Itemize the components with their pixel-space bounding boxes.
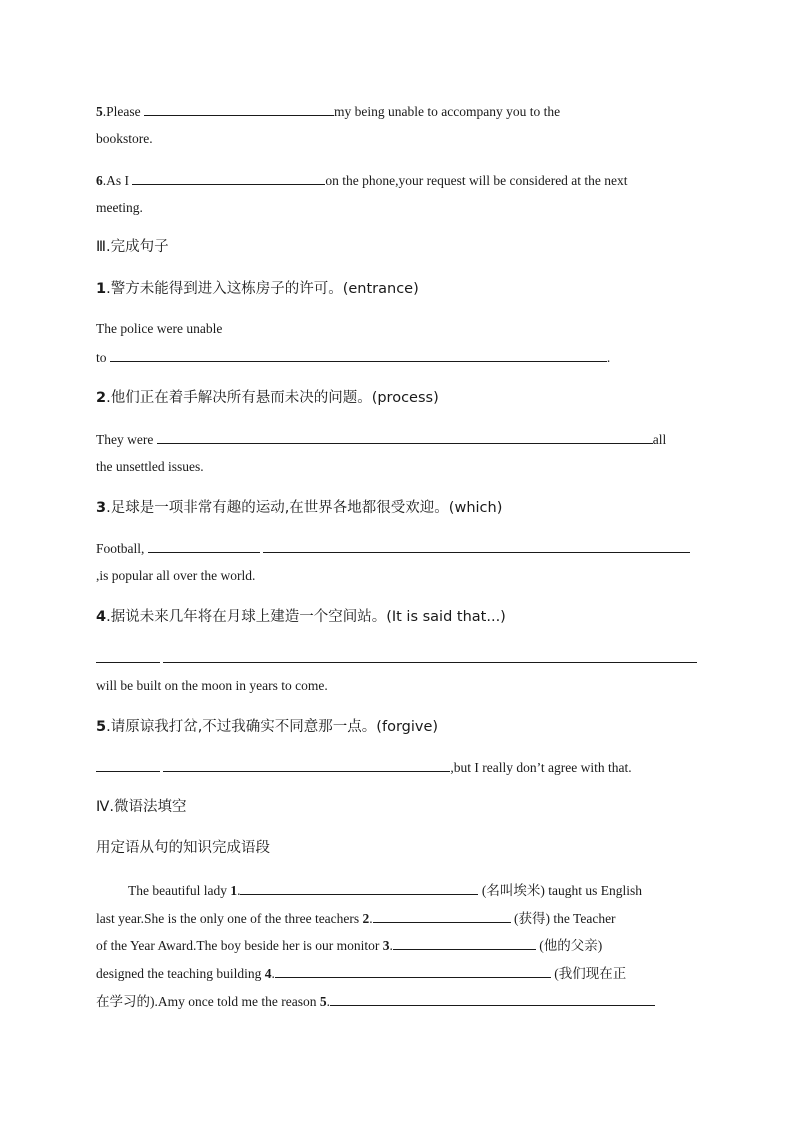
answer-blank[interactable] bbox=[163, 758, 450, 772]
sentence-2-line-2: the unsettled issues. bbox=[96, 459, 204, 474]
paragraph-line: designed the teaching building 4. (我们现在正 bbox=[96, 966, 627, 981]
paragraph-text: The beautiful lady bbox=[128, 883, 231, 898]
sentence-prompt: .警方未能得到进入这栋房子的许可。(entrance) bbox=[106, 281, 419, 297]
sentence-4-line-1 bbox=[96, 649, 697, 668]
sentence-3-line-2: ,is popular all over the world. bbox=[96, 568, 256, 583]
sentence-3-prompt bbox=[96, 499, 502, 517]
answer-blank[interactable] bbox=[373, 909, 511, 923]
paragraph-text: last year.She is the only one of the three teachers bbox=[96, 911, 363, 926]
paragraph-text: designed the teaching building bbox=[96, 966, 265, 981]
sentence-prompt: .请原谅我打岔,不过我确实不同意那一点。(forgive) bbox=[106, 719, 439, 735]
sentence-3-line-1 bbox=[96, 539, 690, 558]
paragraph-line: The beautiful lady 1. (名叫埃米) taught us English bbox=[128, 883, 642, 898]
paragraph-text: (获得) the Teacher bbox=[510, 911, 616, 926]
section-subtitle: 用定语从句的知识完成语段 bbox=[96, 840, 270, 856]
answer-blank[interactable] bbox=[96, 649, 160, 663]
answer-blank[interactable] bbox=[163, 649, 697, 663]
section-title: Ⅲ.完成句子 bbox=[96, 239, 169, 255]
question-5 bbox=[96, 102, 560, 121]
blank-number: 5 bbox=[319, 994, 327, 1009]
question-5-continuation: bookstore. bbox=[96, 131, 153, 146]
answer-blank[interactable] bbox=[144, 102, 334, 116]
section-title: Ⅳ.微语法填空 bbox=[96, 799, 187, 815]
sentence-4-line-2: will be built on the moon in years to come. bbox=[96, 678, 328, 693]
sentence-2-line-1 bbox=[96, 430, 666, 449]
answer-blank[interactable] bbox=[263, 539, 690, 553]
sentence-number: 5 bbox=[96, 719, 107, 735]
sentence-1-prompt bbox=[96, 280, 419, 298]
sentence-5-prompt bbox=[96, 718, 438, 736]
sentence-number: 3 bbox=[96, 500, 107, 516]
question-text: .As I bbox=[102, 173, 133, 188]
answer-blank[interactable] bbox=[148, 539, 260, 553]
sentence-text: to bbox=[96, 350, 110, 365]
answer-blank[interactable] bbox=[330, 992, 655, 1006]
sentence-text: . bbox=[606, 350, 611, 365]
question-text: .Please bbox=[102, 104, 144, 119]
question-number: 5 bbox=[96, 104, 103, 119]
answer-blank[interactable] bbox=[96, 758, 160, 772]
sentence-prompt: .足球是一项非常有趣的运动,在世界各地都很受欢迎。(which) bbox=[106, 500, 503, 516]
paragraph-line: last year.She is the only one of the three teachers 2. (获得) the Teacher bbox=[96, 911, 616, 926]
sentence-1-line-1: The police were unable bbox=[96, 321, 223, 336]
sentence-4-prompt bbox=[96, 608, 506, 626]
question-6 bbox=[96, 171, 628, 190]
paragraph-line: of the Year Award.The boy beside her is our monitor 3. (他的父亲) bbox=[96, 938, 603, 953]
answer-blank[interactable] bbox=[240, 881, 478, 895]
paragraph-text: (我们现在正 bbox=[550, 966, 627, 981]
question-text: my being unable to accompany you to the bbox=[334, 104, 561, 119]
sentence-5-line-1 bbox=[96, 758, 632, 777]
answer-blank[interactable] bbox=[132, 171, 325, 185]
answer-blank[interactable] bbox=[275, 964, 551, 978]
sentence-text: They were bbox=[96, 432, 157, 447]
sentence-prompt: .他们正在着手解决所有悬而未决的问题。(process) bbox=[106, 390, 439, 406]
sentence-number: 2 bbox=[96, 390, 107, 406]
sentence-text: all bbox=[652, 432, 667, 447]
blank-number: 1 bbox=[230, 883, 238, 898]
paragraph-line: 在学习的).Amy once told me the reason 5. bbox=[96, 992, 655, 1011]
blank-number: 3 bbox=[382, 938, 390, 953]
sentence-1-line-2 bbox=[96, 348, 610, 367]
blank-number: 4 bbox=[264, 966, 272, 981]
sentence-text: ,but I really don’t agree with that. bbox=[450, 760, 632, 775]
question-text: on the phone,your request will be considered at the next bbox=[325, 173, 628, 188]
sentence-number: 4 bbox=[96, 609, 107, 625]
answer-blank[interactable] bbox=[110, 348, 607, 362]
answer-blank[interactable] bbox=[157, 430, 653, 444]
question-number: 6 bbox=[96, 173, 103, 188]
sentence-number: 1 bbox=[96, 281, 107, 297]
paragraph-text: (名叫埃米) taught us English bbox=[478, 883, 642, 898]
sentence-2-prompt bbox=[96, 389, 439, 407]
paragraph-text: (他的父亲) bbox=[535, 938, 603, 953]
question-6-continuation: meeting. bbox=[96, 200, 143, 215]
paragraph-text: of the Year Award.The boy beside her is our monitor bbox=[96, 938, 383, 953]
paragraph-text: 在学习的).Amy once told me the reason bbox=[96, 994, 320, 1009]
sentence-prompt: .据说未来几年将在月球上建造一个空间站。(It is said that...) bbox=[106, 609, 506, 625]
sentence-text: Football, bbox=[96, 541, 148, 556]
answer-blank[interactable] bbox=[393, 936, 536, 950]
blank-number: 2 bbox=[362, 911, 370, 926]
